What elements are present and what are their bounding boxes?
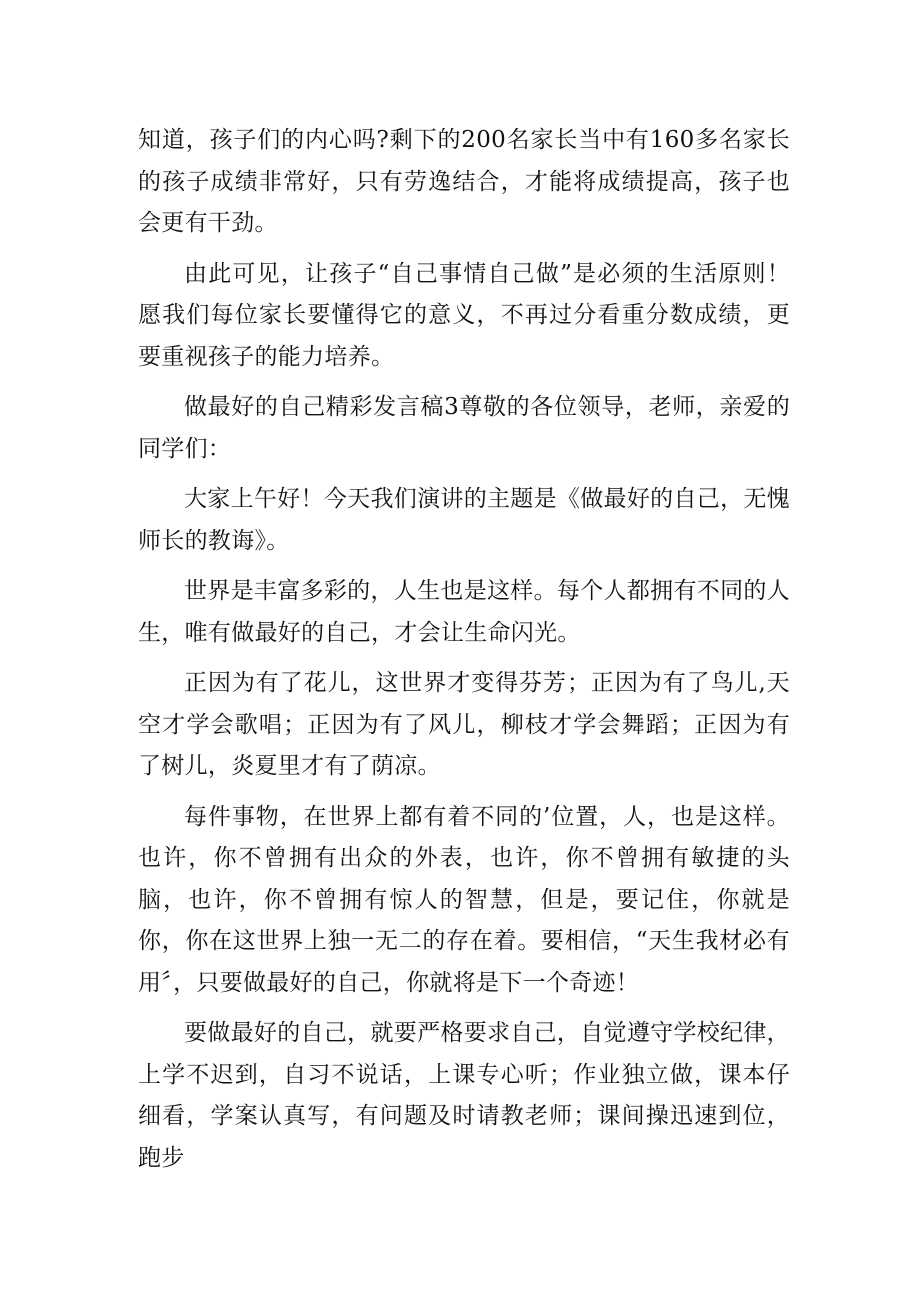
paragraph-2: 由此可见，让孩子“自己事情自己做”是必须的生活原则！愿我们每位家长要懂得它的意义，不再过分看重分数成绩，更要重视孩子的能力培养。 <box>138 260 790 370</box>
paragraph-8: 要做最好的自己，就要严格要求自己，自觉遵守学校纪律，上学不迟到，自习不说话，上课专心听；作业独立做，课本仔细看，学案认真写，有问题及时请教老师；课间操迅速到位，跑步 <box>138 1020 790 1171</box>
paragraph-1: 知道，孩子们的内心吗?剩下的200名家长当中有160多名家长的孩子成绩非常好，只有劳逸结合，才能将成绩提高，孩子也会更有干劲。 <box>138 127 790 236</box>
paragraph-6: 正因为有了花儿，这世界才变得芬芳；正因为有了鸟儿,天空才学会歌唱；正因为有了风儿，柳枝才学会舞蹈；正因为有了树儿，炎夏里才有了荫凉。 <box>138 670 790 779</box>
document-body <box>138 120 790 1188</box>
paragraph-5: 世界是丰富多彩的，人生也是这样。每个人都拥有不同的人生，唯有做最好的自己，才会让生命闪光。 <box>138 578 790 646</box>
paragraph-3: 做最好的自己精彩发言稿3尊敬的各位领导，老师，亲爱的同学们： <box>138 394 790 462</box>
paragraph-4: 大家上午好！今天我们演讲的主题是《做最好的自己，无愧师长的教诲》。 <box>138 486 790 554</box>
paragraph-7: 每件事物，在世界上都有着不同的’位置，人，也是这样。也许，你不曾拥有出众的外表，也许，你不曾拥有敏捷的头脑，也许，你不曾拥有惊人的智慧，但是，要记住，你就是你，你在这世界上独一无二的存在着。要相信，“天生我材必有用〞，只要做最好的自己，你就将是下一个奇迹！ <box>138 803 790 996</box>
